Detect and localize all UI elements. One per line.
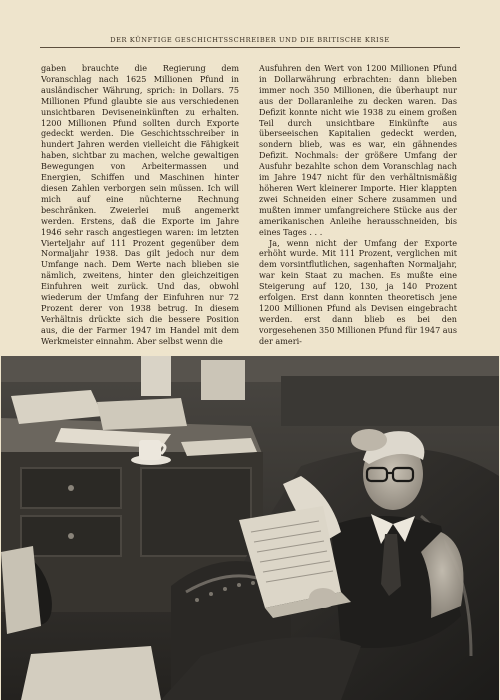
text-column-right <box>259 63 457 353</box>
running-header: DER KÜNFTIGE GESCHICHTSSCHREIBER UND DIE BRITISCHE KRISE <box>110 36 390 44</box>
paragraph: gaben brauchte die Regierung dem Voranschlag nach 1625 Millionen Pfund in ausländischer Währung, sprich: in Dollars. 75 Millionen Pfund glaubte sie aus verschiedenen unsichtbaren Deviseneinkünften zu erhalten. 1200 Millionen Pfund sollten durch Exporte gedeckt werden. Die Geschichtsschreiber in hundert Jahren werden vielleicht die Fähigkeit haben, sichtbar zu machen, welche gewaltigen Bewegungen von Arbeitermassen und Energien, Schiffen und Maschinen hinter diesen Zahlen verborgen sein müssen. Ich will mich auf eine nüchterne Rechnung beschränken. Zweierlei muß angemerkt werden. Erstens, daß die Exporte im Jahre 1946 sehr rasch angestiegen waren: im letzten Vierteljahr auf 111 Prozent gegenüber dem Normaljahr 1938. Das gilt jedoch nur dem Umfange nach. Dem Werte nach blieben sie nämlich, zweitens, hinter den gleichzeitigen Einfuhren weit zurück. Und das, obwohl wiederum der Umfang der Einfuhren nur 72 Prozent derer von 1938 betrug. In diesem Verhältnis drückte sich die bessere Position aus, die der Farmer 1947 im Handel mit dem Werkmeister einnahm. Aber selbst wenn die <box>41 63 239 346</box>
paragraph: Ja, wenn nicht der Umfang der Exporte erhöht wurde. Mit 111 Prozent, verglichen mit dem vorsintflutlichen, sagenhaften Normaljahr, war kein Staat zu machen. Es mußte eine Steigerung auf 120, 130, ja 140 Prozent erfolgen. Erst dann konnten theoretisch jene 1200 Millionen Pfund als Devisen eingebracht werden. erst dann blieb es bei den vorgesehenen 350 Millionen Pfund für 1947 aus der ameri- <box>259 237 457 346</box>
header-rule <box>40 47 460 48</box>
text-column-left <box>41 63 239 353</box>
paragraph: Ausfuhren den Wert von 1200 Millionen Pfund in Dollarwährung erbrachten: dann blieben immer noch 350 Millionen, die überhaupt nur aus der Dollaranleihe zu decken waren. Das Defizit konnte nicht wie 1938 zu einem großen Teil durch unsichtbare Einkünfte aus überseeischen Kapitalien gedeckt werden, sondern blieb, was es war, ein gähnendes Defizit. Nochmals: der größere Umfang der Ausfuhr bezahlte schon dem Voranschlag nach im Jahre 1947 nicht für den verhältnismäßig höheren Wert kleinerer Importe. Hier klappten zwei Schneiden einer Schere zusammen und mußten immer umfangreichere Stücke aus der amerikanischen Anleihe herausschneiden, bis eines Tages . . . <box>259 63 457 237</box>
photograph <box>1 356 499 700</box>
